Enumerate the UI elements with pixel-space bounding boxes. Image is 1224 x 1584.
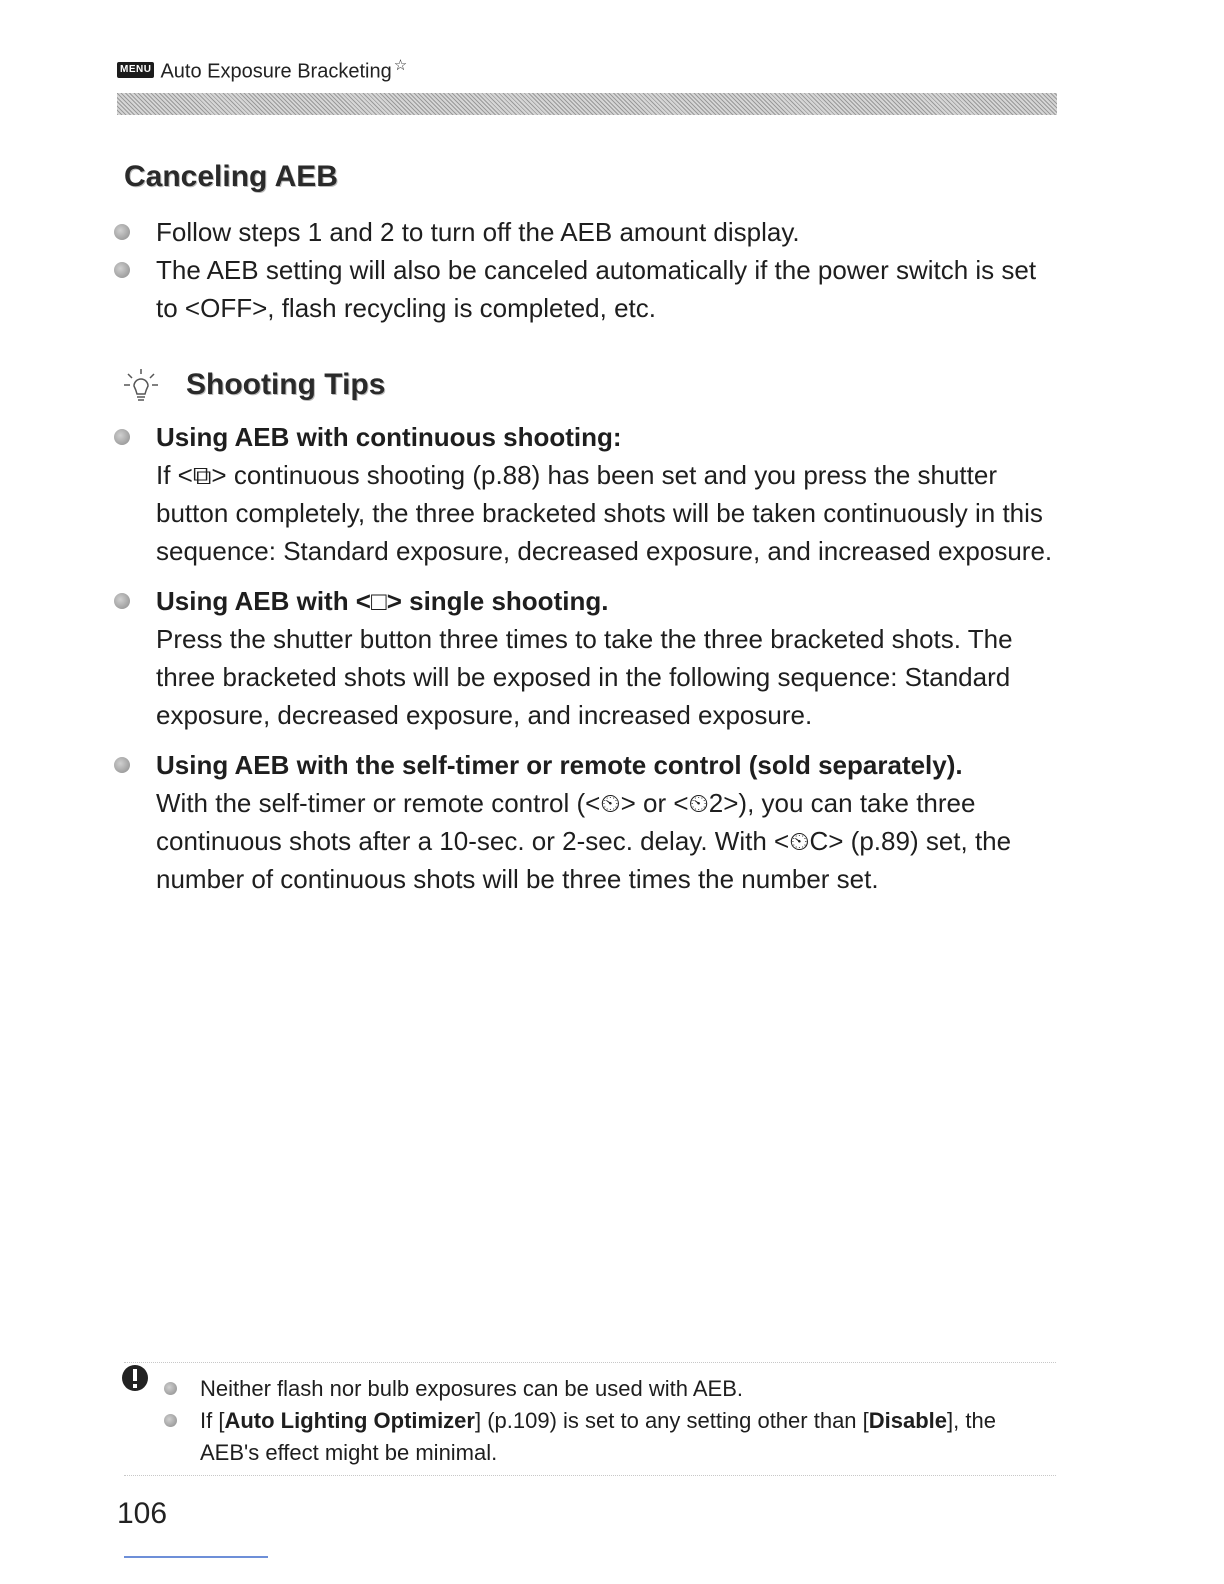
list-item: The AEB setting will also be canceled automatically if the power switch is set to <OFF>, flash recycling is completed, etc. [114,251,1064,327]
lightbulb-icon [124,368,158,404]
footer-divider [124,1556,268,1558]
canceling-list [114,213,1064,327]
tip-body: With the self-timer or remote control (<⏲> or <⏲2>), you can take three continuous shots after a 10-sec. or 2-sec. delay. With <⏲C> (p.89) set, the number of continuous shots will be three times the number set. [156,788,1012,894]
tip-heading: Using AEB with continuous shooting: [156,422,622,452]
bullet-icon [114,429,130,445]
page-header [117,56,407,84]
page-number: 106 [117,1497,168,1530]
list-item [114,746,1064,898]
bullet-icon [164,1414,177,1427]
list-item: Follow steps 1 and 2 to turn off the AEB amount display. [114,213,1064,251]
bullet-icon [114,262,130,278]
tips-list [114,418,1064,910]
caution-box [124,1362,1056,1476]
list-item: Neither flash nor bulb exposures can be used with AEB. [164,1373,1056,1405]
list-item: If [Auto Lighting Optimizer] (p.109) is set to any setting other than [Disable], the AEB's effect might be minimal. [164,1405,1056,1469]
tip-body: If <⧉> continuous shooting (p.88) has been set and you press the shutter button completely, the three bracketed shots will be taken continuously in this sequence: Standard exposure, decreased exposure, and increased exposure. [156,460,1053,566]
header-rule [117,93,1057,115]
caution-icon [120,1363,150,1393]
shooting-tips-title: Shooting Tips [186,368,386,401]
list-item [114,418,1064,570]
menu-badge: MENU [117,62,154,78]
list-item [114,582,1064,734]
header-title: Auto Exposure Bracketing ☆ [160,57,408,83]
caution-list [164,1373,1056,1469]
canceling-title: Canceling AEB [124,160,338,193]
star-icon: ☆ [393,57,408,74]
tip-body: Press the shutter button three times to take the three bracketed shots. The three bracketed shots will be exposed in the following sequence: Standard exposure, decreased exposure, and increased exposure. [156,624,1013,730]
tip-heading: Using AEB with the self-timer or remote control (sold separately). [156,750,963,780]
bullet-icon [114,757,130,773]
bullet-icon [114,593,130,609]
bullet-icon [114,224,130,240]
bullet-icon [164,1382,177,1395]
tip-heading: Using AEB with <□> single shooting. [156,586,609,616]
